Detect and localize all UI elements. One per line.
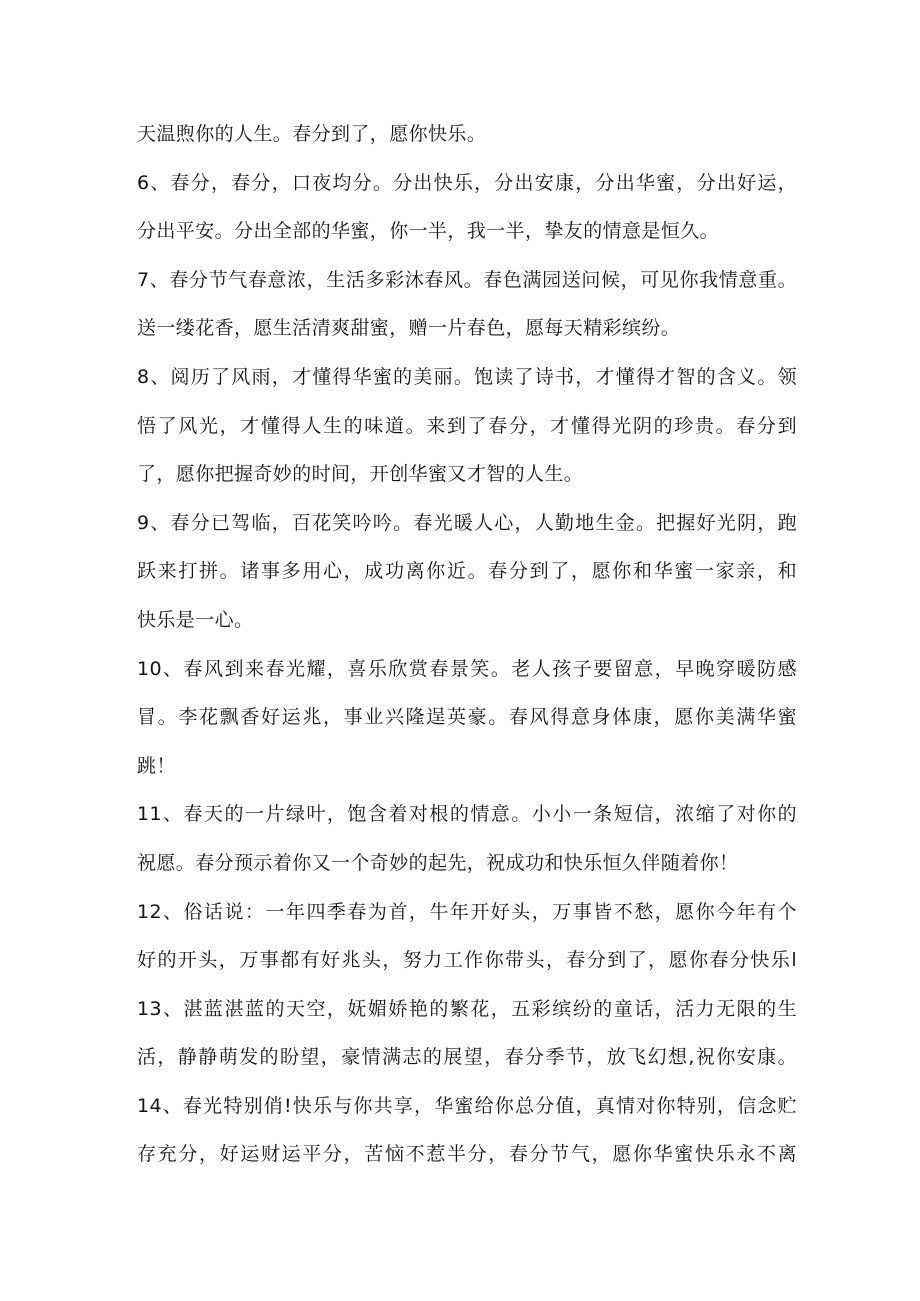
- text-line: 6、春分，春分，口夜均分。分出快乐，分出安康，分出华蜜，分出好运，: [137, 171, 797, 194]
- text-line: 悟了风光，才懂得人生的味道。来到了春分，才懂得光阴的珍贵。春分到: [137, 414, 797, 437]
- text-line: 7、春分节气春意浓，生活多彩沐春风。春色满园送问候，可见你我情意重。: [137, 268, 797, 291]
- text-line: 跃来打拼。诸事多用心，成功离你近。春分到了，愿你和华蜜一家亲，和: [137, 560, 797, 583]
- text-line: 天温煦你的人生。春分到了，愿你快乐。: [137, 123, 487, 145]
- text-line: 9、春分已驾临，百花笑吟吟。春光暖人心，人勤地生金。把握好光阴，跑: [137, 511, 797, 534]
- text-line: 14、春光特别俏!快乐与你共享，华蜜给你总分值，真情对你特别，信念贮: [137, 1094, 797, 1117]
- text-line: 11、春天的一片绿叶，饱含着对根的情意。小小一条短信，浓缩了对你的: [137, 803, 797, 826]
- text-line: 分出平安。分出全部的华蜜，你一半，我一半，挚友的情意是恒久。: [137, 220, 720, 243]
- text-line: 冒。李花飘香好运兆，事业兴隆逞英豪。春风得意身体康，愿你美满华蜜: [137, 706, 797, 729]
- text-line: 10、春风到来春光耀，喜乐欣赏春景笑。老人孩子要留意，早晚穿暖防感: [137, 657, 797, 680]
- text-line: 送一缕花香，愿生活清爽甜蜜，赠一片春色，愿每天精彩缤纷。: [137, 317, 681, 340]
- text-line: 13、湛蓝湛蓝的天空，妩媚娇艳的繁花，五彩缤纷的童话，活力无限的生: [137, 997, 797, 1020]
- document-body: [137, 110, 797, 1179]
- text-line: 祝愿。春分预示着你又一个奇妙的起先，祝成功和快乐恒久伴随着你！: [137, 851, 739, 874]
- text-line: 存充分，好运财运平分，苦恼不惹半分，春分节气，愿你华蜜快乐永不离: [137, 1143, 797, 1166]
- text-line: 活，静静萌发的盼望，豪情满志的展望，春分季节，放飞幻想,祝你安康。: [137, 1046, 797, 1069]
- text-line: 跳！: [137, 754, 176, 777]
- text-line: 快乐是一心。: [137, 608, 254, 631]
- text-line: 8、阅历了风雨，才懂得华蜜的美丽。饱读了诗书，才懂得才智的含义。领: [137, 365, 797, 388]
- text-line: 了，愿你把握奇妙的时间，开创华蜜又才智的人生。: [137, 463, 584, 486]
- text-line: 12、俗话说：一年四季春为首，牛年开好头，万事皆不愁，愿你今年有个: [137, 900, 797, 923]
- text-line: 好的开头，万事都有好兆头，努力工作你带头，春分到了，愿你春分快乐l: [137, 949, 797, 972]
